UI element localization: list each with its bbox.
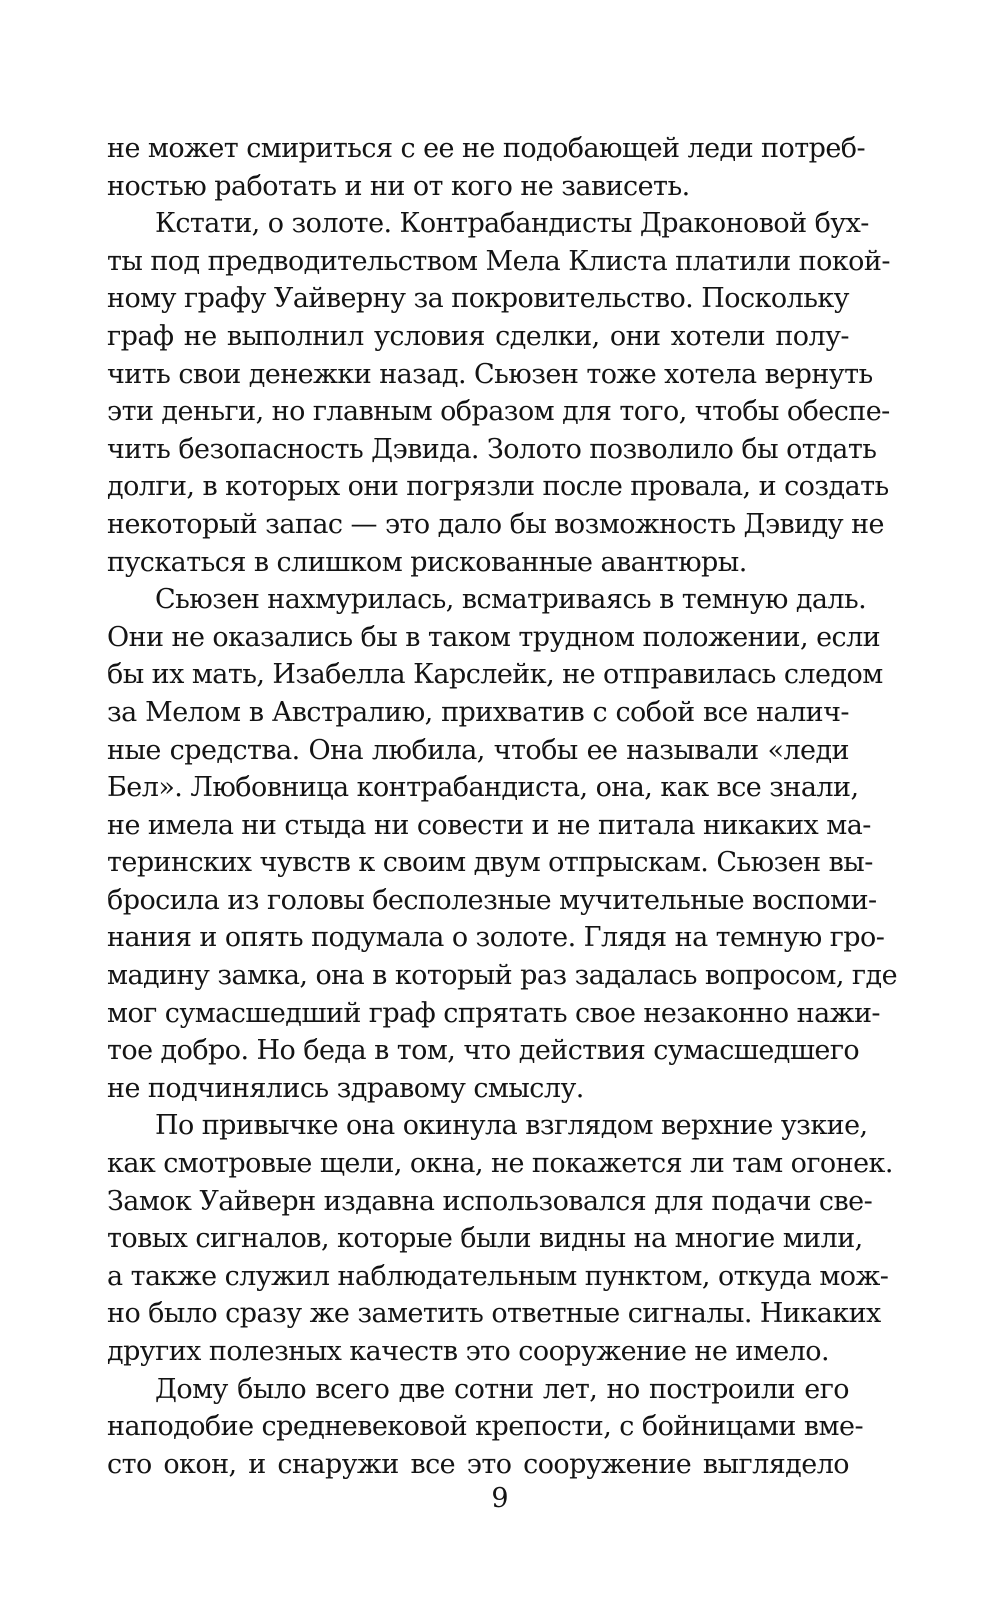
text-line: теринских чувств к своим двум отпрыскам. Сьюзен вы- <box>107 847 873 879</box>
text-line: но было сразу же заметить ответные сигналы. Никаких <box>107 1298 881 1330</box>
text-line: а также служил наблюдательным пунктом, откуда мож- <box>107 1260 889 1292</box>
text-line: бы их мать, Изабелла Карслейк, не отправилась следом <box>107 659 883 691</box>
text-line: не имела ни стыда ни совести и не питала никаких ма- <box>107 809 871 841</box>
text-line: эти деньги, но главным образом для того, чтобы обеспе- <box>107 396 890 428</box>
text-line: как смотровые щели, окна, не покажется ли там огонек. <box>107 1148 893 1180</box>
text-line: ностью работать и ни от кого не зависеть. <box>107 170 690 202</box>
text-line: наподобие средневековой крепости, с бойницами вме- <box>107 1411 864 1443</box>
text-line: тое добро. Но беда в том, что действия сумасшедшего <box>107 1035 860 1067</box>
text-line: других полезных качеств это сооружение не имело. <box>107 1336 829 1367</box>
text-line: Дому было всего две сотни лет, но построили его <box>155 1373 849 1405</box>
text-line: ные средства. Она любила, чтобы ее называли «леди <box>107 734 849 766</box>
text-line: нания и опять подумала о золоте. Глядя на темную гро- <box>107 922 885 954</box>
text-line: за Мелом в Австралию, прихватив с собой все налич- <box>107 696 849 728</box>
text-line: Сьюзен нахмурилась, всматриваясь в темную даль. <box>155 584 867 616</box>
body-text <box>107 130 898 1483</box>
text-line: Они не оказались бы в таком трудном положении, если <box>107 621 881 653</box>
text-line: пускаться в слишком рискованные авантюры. <box>107 546 747 578</box>
text-line: ному графу Уайверну за покровительство. Поскольку <box>107 283 849 315</box>
text-line: ты под предводительством Мела Клиста платили покой- <box>107 245 890 277</box>
text-line: Кстати, о золоте. Контрабандисты Драконовой бух- <box>155 208 869 240</box>
text-line: не подчинялись здравому смыслу. <box>107 1072 584 1104</box>
text-line: Замок Уайверн издавна использовался для подачи све- <box>107 1185 873 1217</box>
text-line: некоторый запас — это дало бы возможность Дэвиду не <box>107 508 884 540</box>
text-line: долги, в которых они погрязли после провала, и создать <box>107 471 889 503</box>
text-line: чить безопасность Дэвида. Золото позволило бы отдать <box>107 433 877 465</box>
text-line: сто окон, и снаружи все это сооружение выглядело <box>107 1448 849 1480</box>
text-line: бросила из головы бесполезные мучительные воспоми- <box>107 884 877 916</box>
text-line: не может смириться с ее не подобающей леди потреб- <box>107 133 866 164</box>
text-line: По привычке она окинула взглядом верхние узкие, <box>155 1110 868 1142</box>
text-line: мадину замка, она в который раз задалась вопросом, где <box>107 960 898 992</box>
text-line: товых сигналов, которые были видны на многие мили, <box>107 1223 863 1255</box>
text-line: граф не выполнил условия сделки, они хотели полу- <box>107 320 849 352</box>
text-line: чить свои денежки назад. Сьюзен тоже хотела вернуть <box>107 358 873 390</box>
page-number: 9 <box>491 1483 509 1514</box>
text-line: Бел». Любовница контрабандиста, она, как все знали, <box>107 772 859 804</box>
text-line: мог сумасшедший граф спрятать свое незаконно нажи- <box>107 997 880 1029</box>
